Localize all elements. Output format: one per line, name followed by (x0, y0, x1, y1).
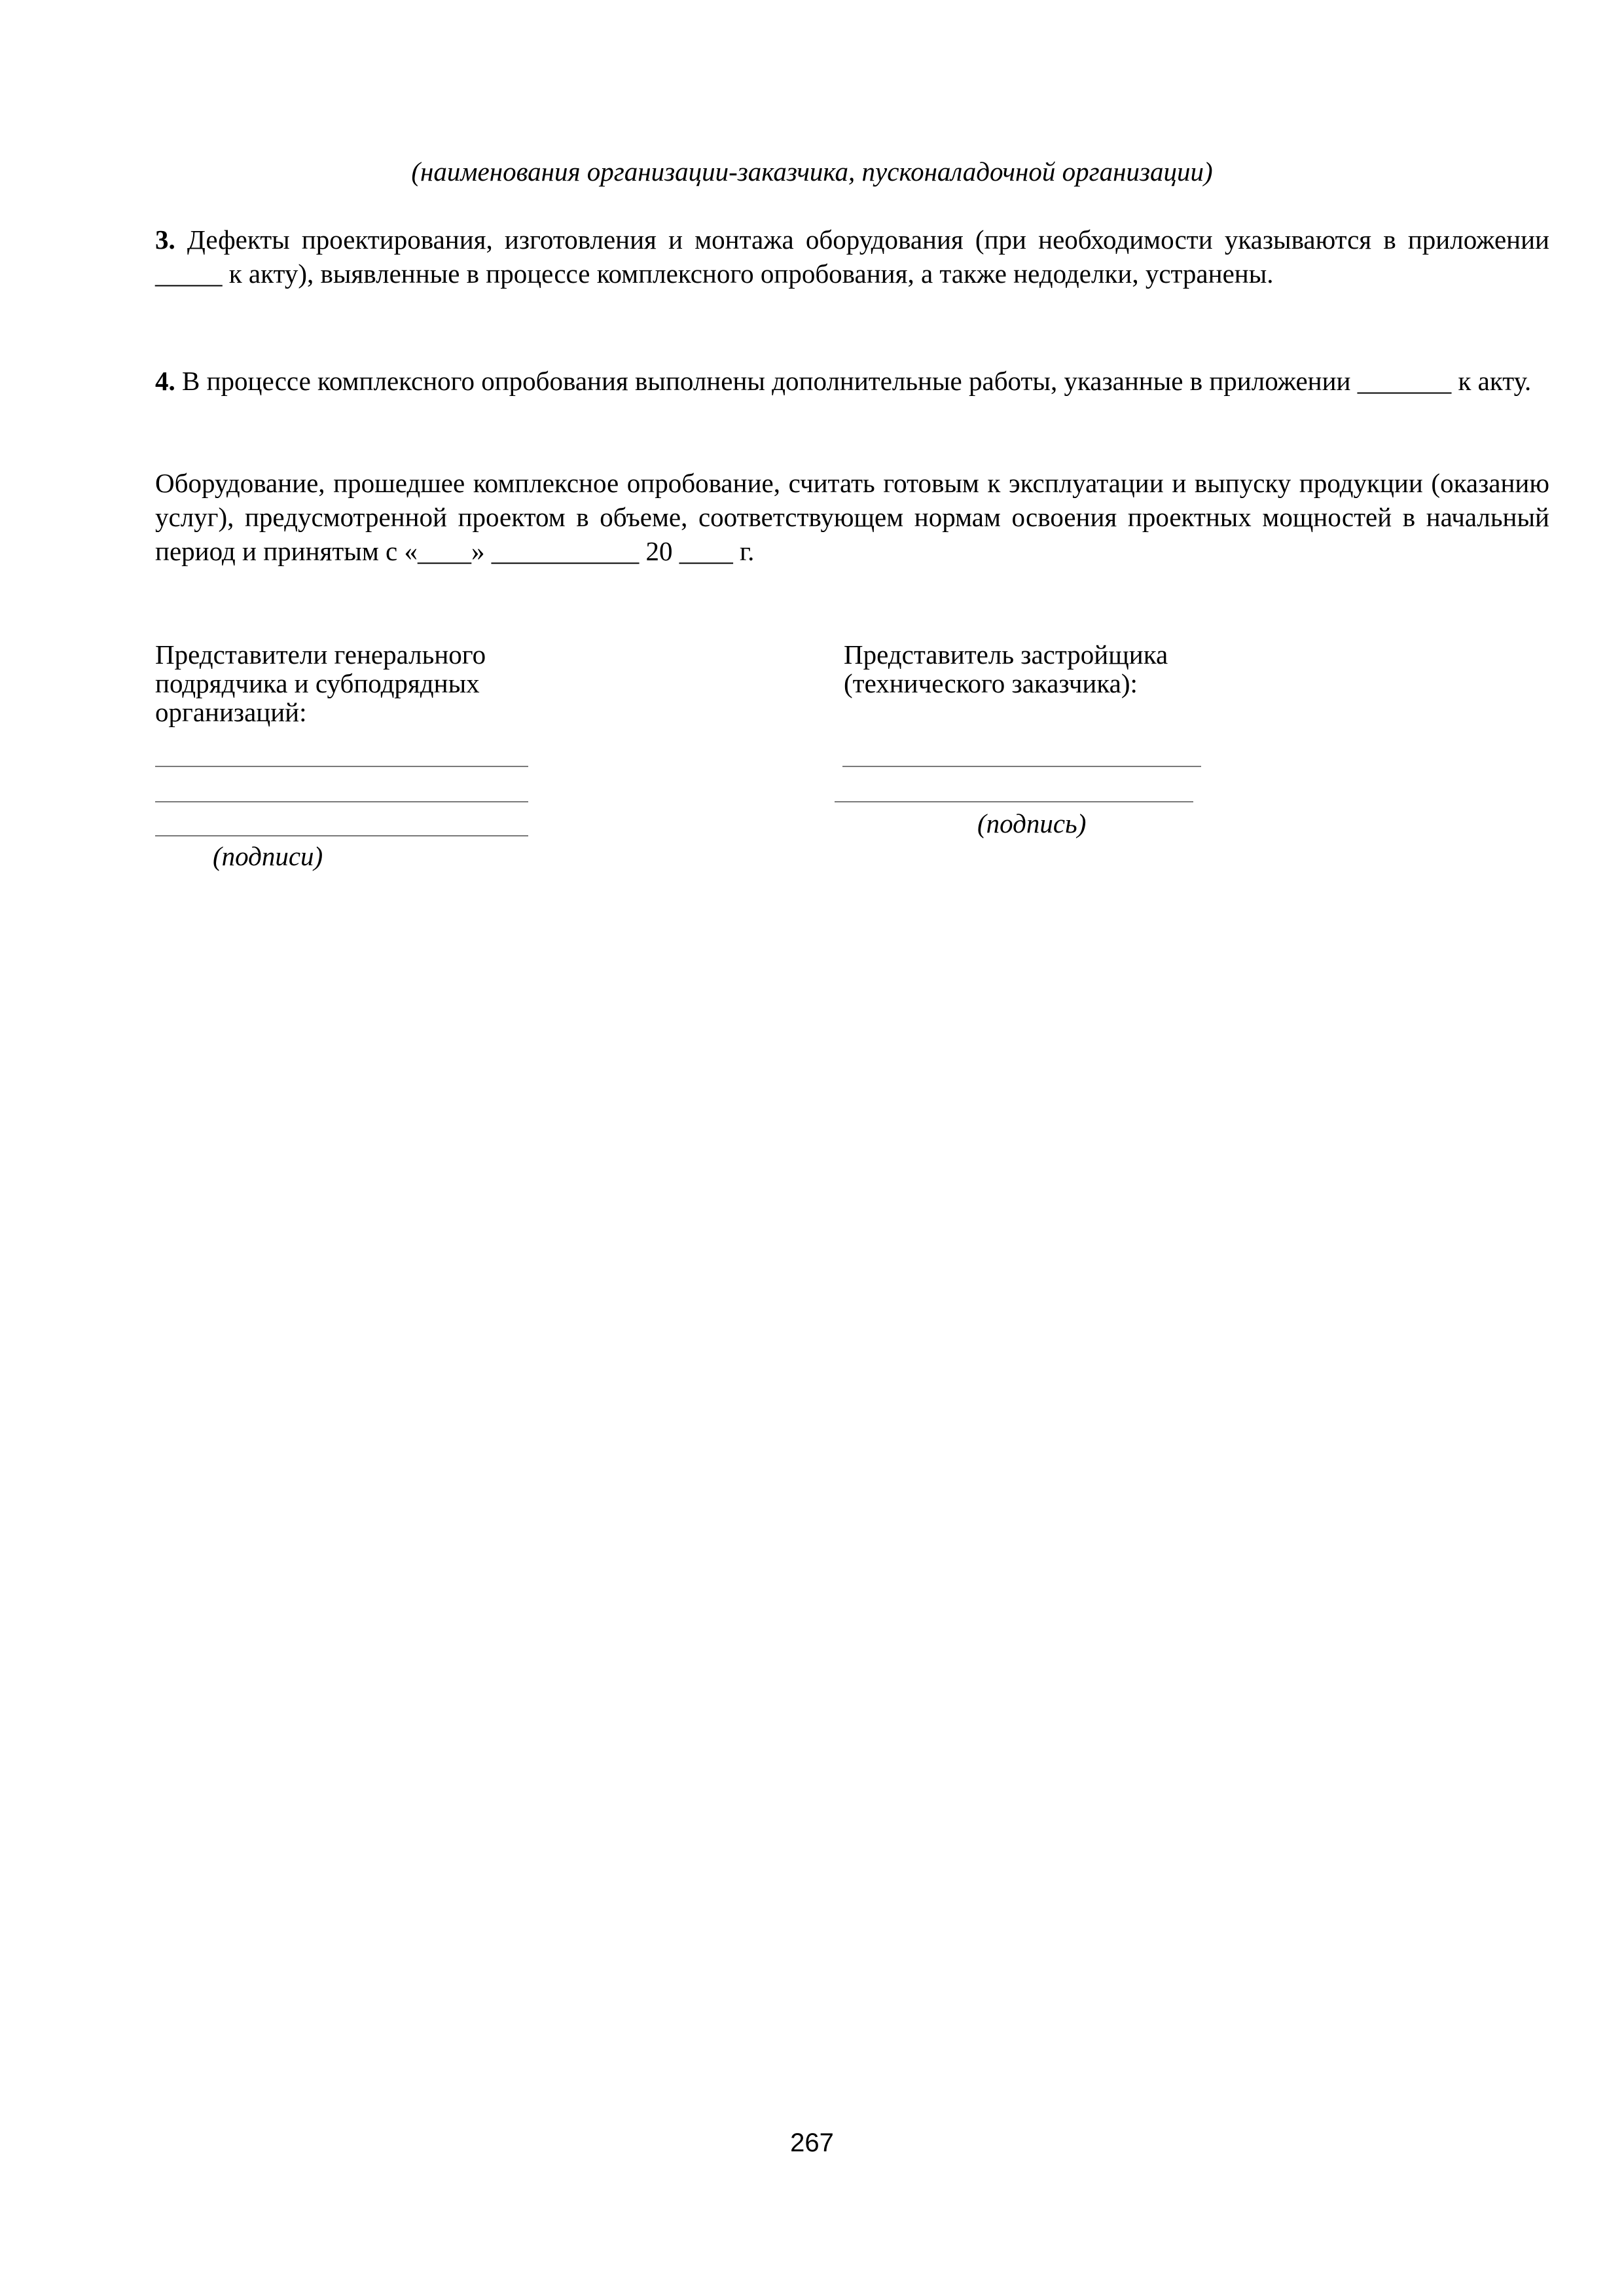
item-3-number: 3. (155, 224, 175, 255)
developer-signature-caption: (подпись) (977, 808, 1087, 838)
developer-signature-line-2 (835, 801, 1193, 802)
developer-heading-line-1: Представитель застройщика (844, 639, 1168, 670)
item-4-number: 4. (155, 366, 175, 396)
developer-signature-line-1 (842, 766, 1201, 767)
contractor-signature-line-3 (155, 835, 528, 836)
item-3-text: Дефекты проектирования, изготовления и монтажа оборудования (при необходимости указываются в приложении _____ к акту), выявленные в процессе комплексного опробования, а также недоделки, устранены. (155, 224, 1549, 289)
contractor-heading-line-3: организаций: (155, 697, 307, 727)
item-3-paragraph (155, 223, 1549, 291)
page-number: 267 (790, 2128, 834, 2157)
item-4-text: В процессе комплексного опробования выполнены дополнительные работы, указанные в приложении _______ к акту. (175, 366, 1532, 396)
contractor-signatures-caption: (подписи) (213, 841, 323, 871)
conclusion-paragraph: Оборудование, прошедшее комплексное опробование, считать готовым к эксплуатации и выпуску продукции (оказанию услуг), предусмотренной проектом в объеме, соответствующем нормам освоения проектных мощностей в начальный период и принятым с «____» ___________ 20 ____ г. (155, 468, 1549, 566)
developer-heading-line-2: (технического заказчика): (844, 668, 1138, 698)
contractor-signature-line-2 (155, 801, 528, 802)
item-4-paragraph (155, 364, 1549, 398)
contractor-heading-line-1: Представители генерального (155, 639, 486, 670)
contractor-signature-line-1 (155, 766, 528, 767)
organization-names-caption: (наименования организации-заказчика, пусконаладочной организации) (411, 156, 1213, 187)
developer-representative-heading (844, 640, 1367, 698)
contractor-heading-line-2: подрядчика и субподрядных (155, 668, 480, 698)
contractor-representatives-heading (155, 640, 613, 726)
